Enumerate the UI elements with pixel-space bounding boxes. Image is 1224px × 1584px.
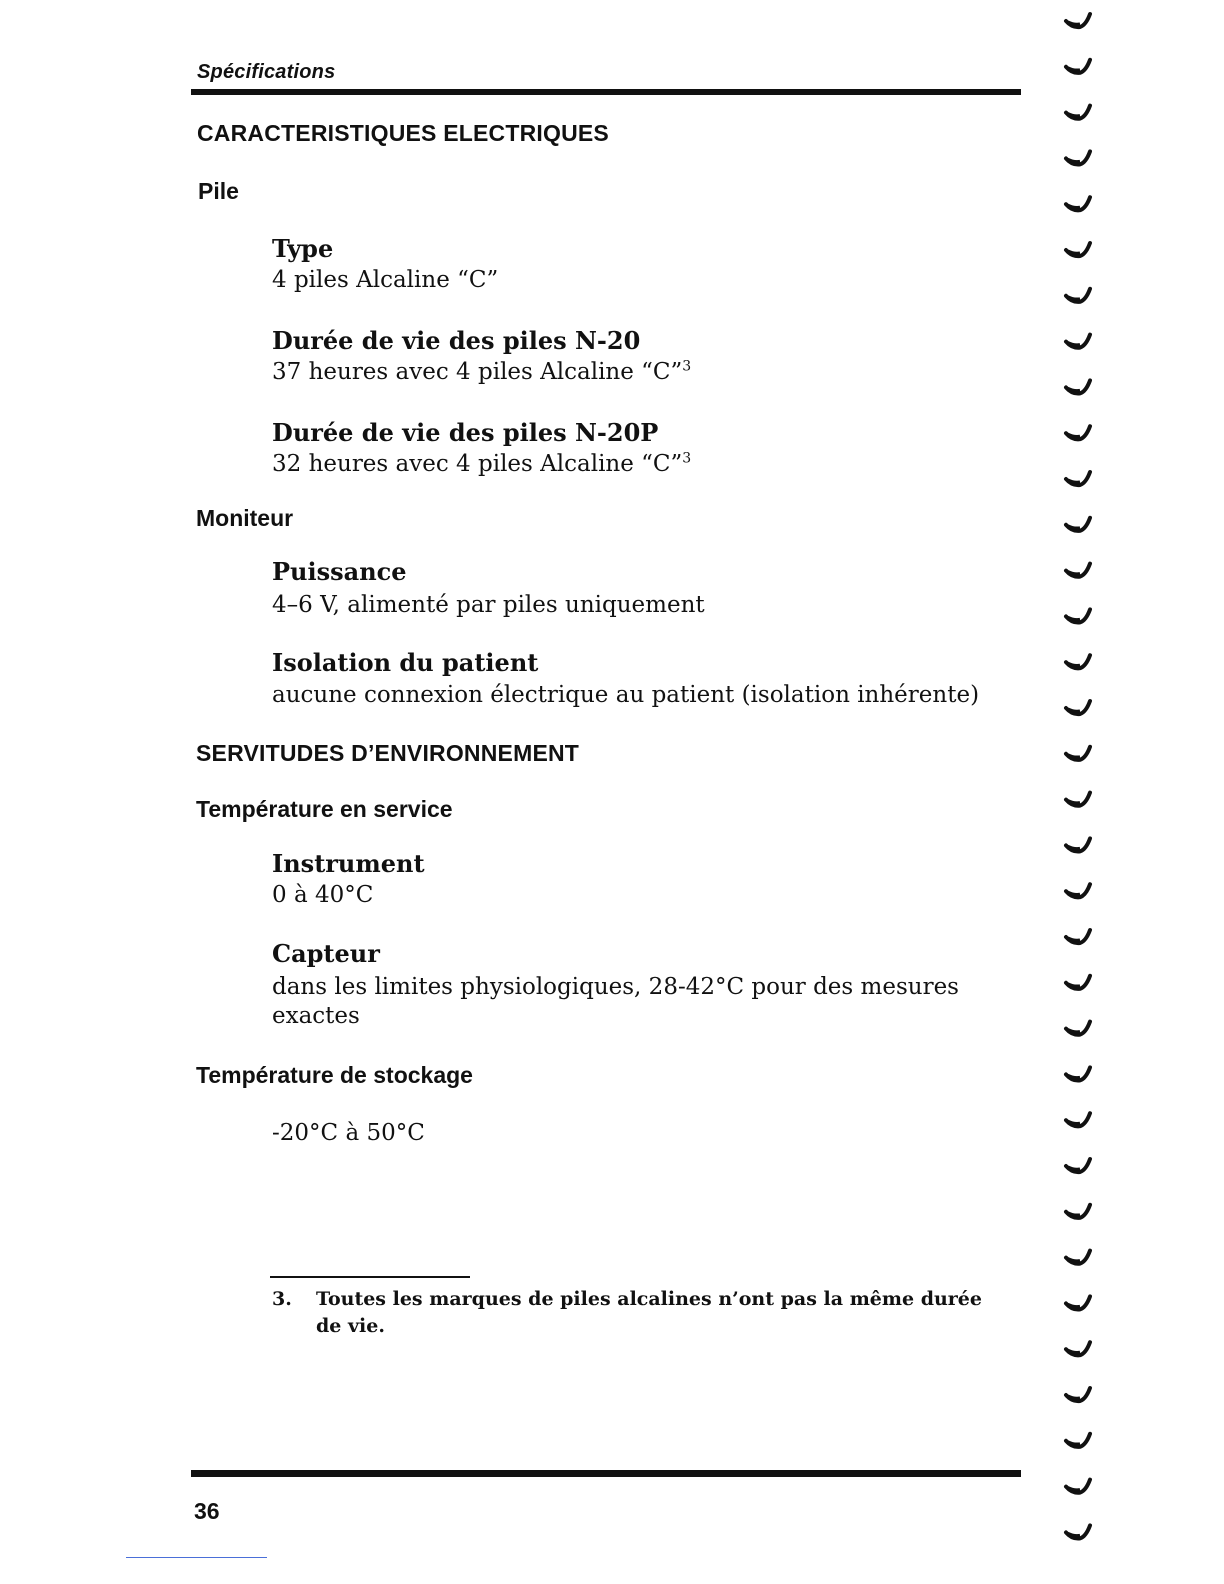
binding-coil	[1066, 1296, 1090, 1309]
item-title-battery-life-n20p: Durée de vie des piles N-20P	[272, 418, 659, 447]
footer-rule	[191, 1470, 1021, 1477]
binding-coil	[1066, 1022, 1090, 1035]
binding-coil	[1066, 243, 1090, 256]
binding-coil	[1066, 838, 1090, 851]
item-value-type: 4 piles Alcaline “C”	[272, 267, 499, 293]
binding-coil	[1066, 655, 1090, 668]
header-rule	[191, 89, 1021, 95]
binding-coil	[1066, 564, 1090, 577]
binding-coil	[1066, 472, 1090, 485]
binding-coil	[1066, 106, 1090, 119]
binding-coil	[1066, 1342, 1090, 1355]
item-title-battery-life-n20: Durée de vie des piles N-20	[272, 326, 641, 355]
item-value-instrument: 0 à 40°C	[272, 882, 374, 908]
binding-coil	[1066, 426, 1090, 439]
binding-coil	[1066, 930, 1090, 943]
binding-coil	[1066, 60, 1090, 73]
binding-coil	[1066, 609, 1090, 622]
binding-coil	[1066, 1113, 1090, 1126]
binding-coil	[1066, 1434, 1090, 1447]
binding-coil	[1066, 1159, 1090, 1172]
binding-coil	[1066, 793, 1090, 806]
item-title-puissance: Puissance	[272, 557, 407, 586]
binding-coil	[1066, 1251, 1090, 1264]
item-title-capteur: Capteur	[272, 939, 380, 968]
footnote-number: 3.	[272, 1288, 292, 1310]
binding-coil	[1066, 701, 1090, 714]
binding-coil	[1066, 976, 1090, 989]
item-title-type: Type	[272, 234, 334, 263]
binding-coil	[1066, 518, 1090, 531]
binding-coil	[1066, 1205, 1090, 1218]
subheading-moniteur: Moniteur	[196, 505, 294, 531]
binding-coil	[1066, 1480, 1090, 1493]
scan-edge-line	[126, 1557, 267, 1558]
item-value-puissance: 4–6 V, alimenté par piles uniquement	[272, 592, 705, 618]
item-value-capteur-line2: exactes	[272, 1003, 360, 1029]
subheading-pile: Pile	[198, 178, 239, 204]
subheading-storage-temperature: Température de stockage	[196, 1062, 473, 1088]
footnote-text: Toutes les marques de piles alcalines n’ont pas la même durée de vie.	[316, 1288, 982, 1337]
binding-coil	[1066, 335, 1090, 348]
binding-coil	[1066, 151, 1090, 164]
spiral-binding	[1062, 0, 1102, 1584]
binding-coil	[1066, 289, 1090, 302]
binding-coil	[1066, 14, 1090, 27]
binding-coil	[1066, 1525, 1090, 1538]
footnote-rule	[270, 1276, 470, 1278]
battery-life-n20-text: 37 heures avec 4 piles Alcaline “C”	[272, 359, 683, 385]
binding-coil	[1066, 884, 1090, 897]
item-value-capteur-line1: dans les limites physiologiques, 28-42°C pour des mesures	[272, 974, 959, 1000]
item-value-isolation: aucune connexion électrique au patient (isolation inhérente)	[272, 682, 980, 708]
binding-coil	[1066, 747, 1090, 760]
item-value-battery-life-n20p	[272, 449, 691, 479]
binding-coil	[1066, 1067, 1090, 1080]
binding-coil	[1066, 1388, 1090, 1401]
section-title-environment: SERVITUDES D’ENVIRONNEMENT	[196, 740, 580, 766]
item-title-instrument: Instrument	[272, 849, 425, 878]
item-value-battery-life-n20	[272, 357, 691, 387]
battery-life-n20p-text: 32 heures avec 4 piles Alcaline “C”	[272, 451, 683, 477]
running-head: Spécifications	[197, 61, 336, 83]
binding-coil	[1066, 380, 1090, 393]
footnote-ref: 3	[682, 358, 692, 375]
section-title-electrical: CARACTERISTIQUES ELECTRIQUES	[197, 120, 609, 146]
subheading-operating-temperature: Température en service	[196, 796, 453, 822]
binding-coil	[1066, 197, 1090, 210]
footnote-ref: 3	[682, 450, 692, 467]
item-value-storage-temperature: -20°C à 50°C	[272, 1120, 425, 1146]
page-number: 36	[194, 1498, 220, 1524]
item-title-isolation: Isolation du patient	[272, 648, 539, 677]
